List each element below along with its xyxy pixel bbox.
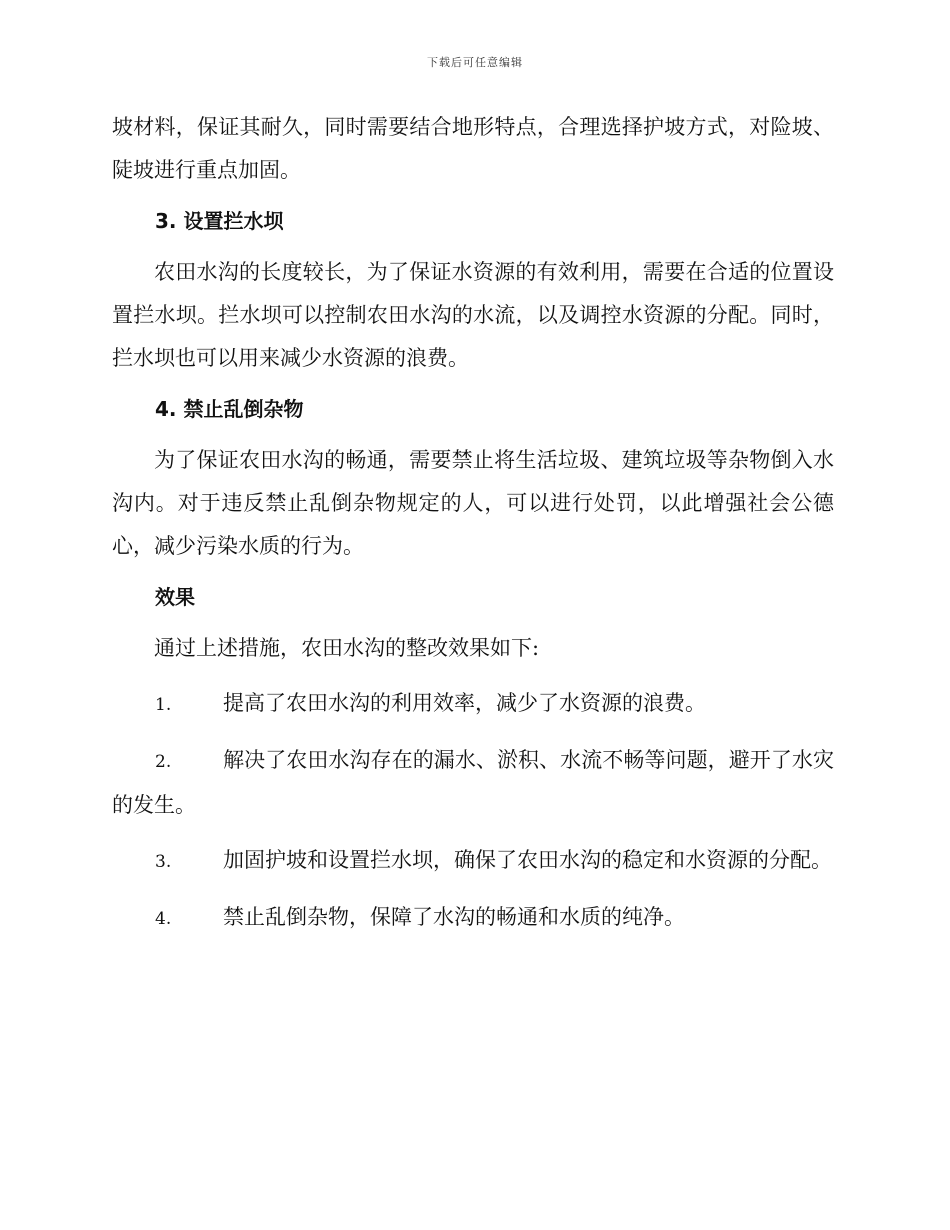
effects-intro: 通过上述措施，农田水沟的整改效果如下: (154, 636, 540, 660)
section-4-paragraph: 为了保证农田水沟的畅通，需要禁止将生活垃圾、建筑垃圾等杂物倒入水沟内。对于违反禁止乱倒杂物规定的人，可以进行处罚，以此增强社会公德心，减少污染水质的行为。 (112, 448, 834, 558)
intro-paragraph: 坡材料，保证其耐久，同时需要结合地形特点，合理选择护坡方式，对险坡、陡坡进行重点加固。 (112, 115, 834, 182)
list-item-text: 提高了农田水沟的利用效率，减少了水资源的浪费。 (223, 691, 706, 715)
list-item-number: 1. (155, 695, 172, 715)
list-item-number: 3. (155, 852, 172, 872)
section-3-heading: 3. 设置拦水坝 (155, 209, 284, 233)
section-3-paragraph: 农田水沟的长度较长，为了保证水资源的有效利用，需要在合适的位置设置拦水坝。拦水坝可以控制农田水沟的水流，以及调控水资源的分配。同时，拦水坝也可以用来减少水资源的浪费。 (112, 260, 834, 370)
list-item (112, 839, 834, 884)
list-item-number: 2. (155, 752, 172, 772)
page-header: 下载后可任意编辑 (427, 56, 523, 69)
list-item (112, 739, 834, 827)
section-4-heading: 4. 禁止乱倒杂物 (155, 397, 304, 421)
list-item (112, 682, 834, 727)
effects-heading: 效果 (155, 585, 195, 609)
document-body (112, 106, 834, 941)
list-item-number: 4. (155, 909, 172, 929)
list-item-text: 解决了农田水沟存在的漏水、淤积、水流不畅等问题，避开了水灾的发生。 (112, 748, 834, 817)
list-item-text: 禁止乱倒杂物，保障了水沟的畅通和水质的纯净。 (223, 905, 685, 929)
list-item (112, 896, 834, 941)
list-item-text: 加固护坡和设置拦水坝，确保了农田水沟的稳定和水资源的分配。 (223, 848, 832, 872)
